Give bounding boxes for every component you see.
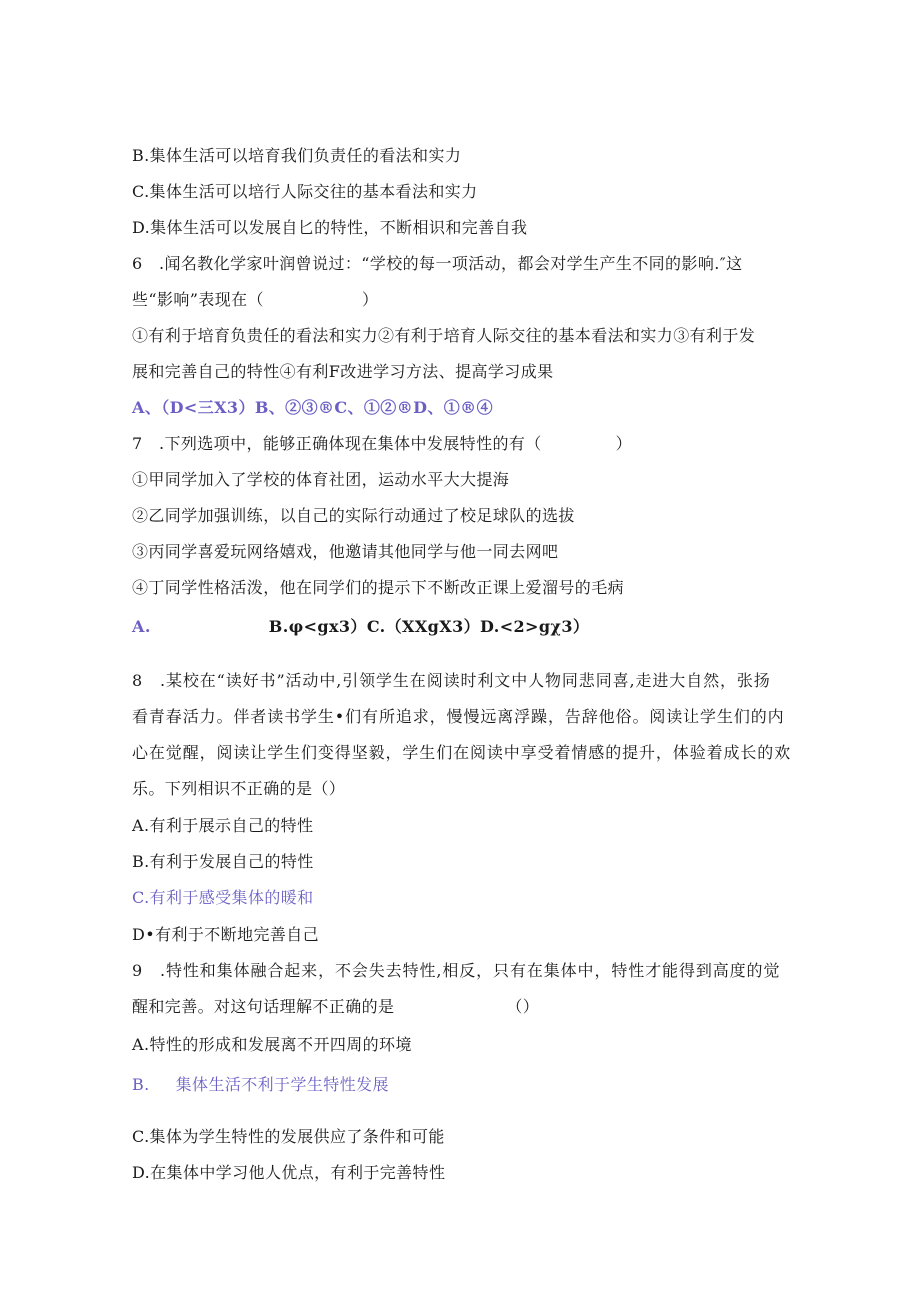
q8-option-d: D•有利于不断地完善自己 xyxy=(132,925,320,944)
q7-item-1: ①甲同学加入了学校的体育社团，运动水平大大提海 xyxy=(132,470,510,489)
q9-option-a: A.特性的形成和发展离不开四周的环境 xyxy=(132,1035,412,1054)
q8-option-a: A.有利于展示自己的特性 xyxy=(132,816,314,835)
q9-option-b-label: B. xyxy=(132,1075,150,1094)
q5-option-b: B.集体生活可以培育我们负责任的看法和实力 xyxy=(132,146,462,165)
q8-option-b: B.有利于发展自己的特性 xyxy=(132,852,314,871)
q6-stem-line-2 xyxy=(132,289,378,311)
q7-stem xyxy=(132,433,632,455)
q8-stem-line-1: 8 .某校在“读好书”活动中,引领学生在阅读时利文中人物同悲同喜,走进大自然，张扬 xyxy=(132,671,771,690)
q7-options xyxy=(132,616,589,638)
q8-stem-line-2: 看青春活力。伴者读书学生•们有所追求，慢慢远离浮躁，告辞他俗。阅读让学生们的内 xyxy=(132,707,785,726)
q9-stem-line-2 xyxy=(132,996,539,1018)
q8-stem-line-4: 乐。下列相识不正确的是（） xyxy=(132,779,346,798)
q5-option-d: D.集体生活可以发展自匕的特性，不断相识和完善自我 xyxy=(132,218,528,237)
q6-stem-line-1: 6 .闻名教化学家叶润曾说过：“学校的每一项活动，都会对学生产生不同的影响.″这 xyxy=(132,254,743,273)
q9-option-c: C.集体为学生特性的发展供应了条件和可能 xyxy=(132,1127,445,1146)
q7-option-a: A. xyxy=(132,617,151,636)
q5-option-c: C.集体生活可以培行人际交往的基本看法和实力 xyxy=(132,182,478,201)
q9-option-b xyxy=(132,1074,389,1096)
q6-stem-text: 些“影响”表现在（ xyxy=(132,290,264,309)
q7-item-4: ④丁同学性格活泼，他在同学们的提示下不断改正课上爱溜号的毛病 xyxy=(132,578,625,597)
q9-stem-text: 醒和完善。对这句话理解不正确的是 xyxy=(132,997,395,1016)
q9-stem-line-1: 9 .特性和集体融合起来，不会失去特性,相反，只有在集体中，特性才能得到高度的觉 xyxy=(132,961,781,980)
q7-answer-paren-close: ） xyxy=(615,434,633,453)
q9-answer-paren: （） xyxy=(506,997,540,1016)
q6-items-line-2: 展和完善自己的特性④有利F改进学习方法、提高学习成果 xyxy=(132,362,554,381)
q8-stem-line-3: 心在觉醒，阅读让学生们变得坚毅，学生们在阅读中享受着情感的提升，体验着成长的欢 xyxy=(132,743,792,762)
q6-options: A、（D<三X3）B、②③®C、①②®D、①®④ xyxy=(132,398,493,417)
q9-option-d: D.在集体中学习他人优点，有利于完善特性 xyxy=(132,1163,446,1182)
q9-option-b-text: 集体生活不利于学生特性发展 xyxy=(175,1075,389,1094)
q7-stem-text: 7 .下列选项中，能够正确体现在集体中发展特性的有（ xyxy=(132,434,542,453)
q7-item-2: ②乙同学加强训练，以自己的实际行动通过了校足球队的选拔 xyxy=(132,506,575,525)
q8-option-c: C.有利于感受集体的暖和 xyxy=(132,888,314,907)
q7-options-rest: B.φ<gx3）C.（XXgX3）D.<2>gχ3） xyxy=(268,617,590,636)
q6-answer-paren-close: ） xyxy=(361,290,379,309)
q6-items-line-1: ①有利于培育负贵任的看法和实力②有利于培育人际交往的基本看法和实力③有利于发 xyxy=(132,326,756,345)
q7-item-3: ③丙同学喜爱玩网络嬉戏，他邀请其他同学与他一同去网吧 xyxy=(132,542,559,561)
